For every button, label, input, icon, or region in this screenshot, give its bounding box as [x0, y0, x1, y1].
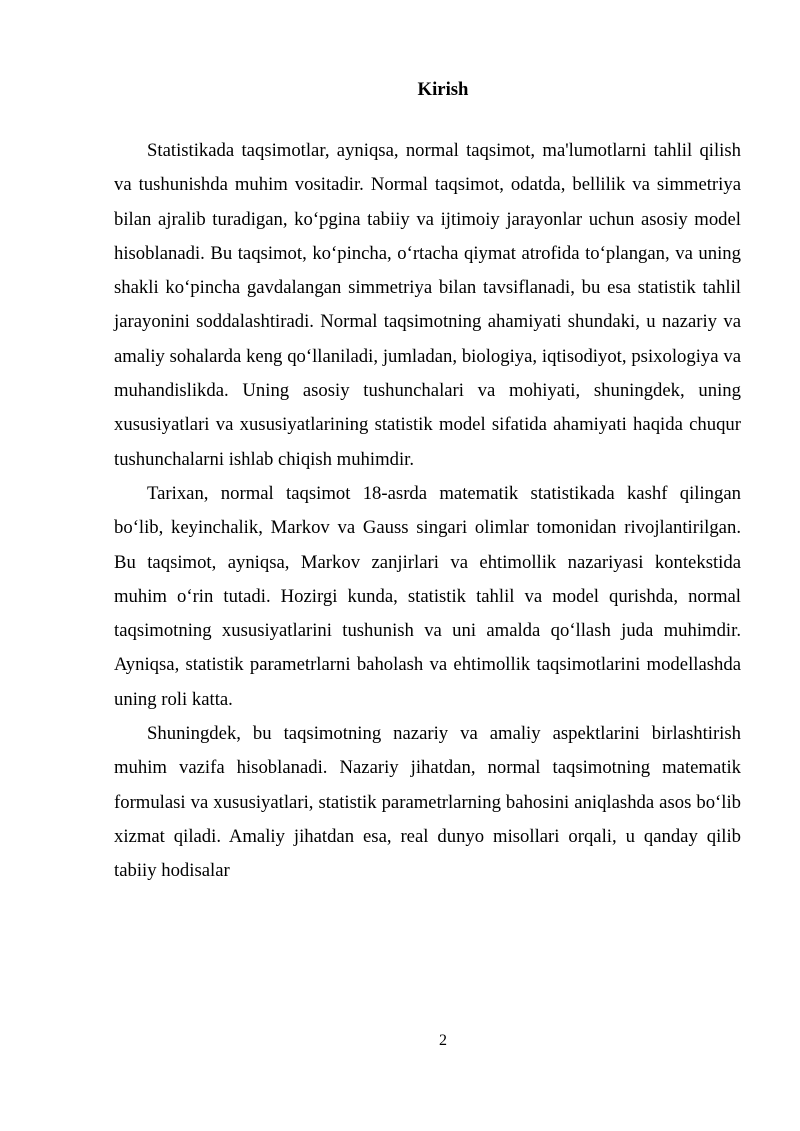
- paragraph-1: Statistikada taqsimotlar, ayniqsa, normal taqsimot, ma'lumotlarni tahlil qilish va tushunishda muhim vositadir. Normal taqsimot, odatda, bellilik va simmetriya bilan ajralib turadigan, koʻpgina tabiiy va ijtimoiy jarayonlar uchun asosiy model hisoblanadi. Bu taqsimot, koʻpincha, oʻrtacha qiymat atrofida toʻplangan, va uning shakli koʻpincha gavdalangan simmetriya bilan tavsiflanadi, bu esa statistik tahlil jarayonini soddalashtiradi. Normal taqsimotning ahamiyati shundaki, u nazariy va amaliy sohalarda keng qoʻllaniladi, jumladan, biologiya, iqtisodiyot, psixologiya va muhandislikda. Uning asosiy tushunchalari va mohiyati, shuningdek, uning xususiyatlari va xususiyatlarining statistik model sifatida ahamiyati haqida chuqur tushunchalarni ishlab chiqish muhimdir.: [114, 140, 741, 470]
- page-title: Kirish: [417, 79, 469, 100]
- paragraph-3: Shuningdek, bu taqsimotning nazariy va amaliy aspektlarini birlashtirish muhim vazifa hisoblanadi. Nazariy jihatdan, normal taqsimotning matematik formulasi va xususiyatlari, statistik parametrlarning bahosini aniqlashda asos boʻlib xizmat qiladi. Amaliy jihatdan esa, real dunyo misollari orqali, u qanday qilib tabiiy hodisalar: [114, 723, 741, 882]
- paragraph-2: Tarixan, normal taqsimot 18-asrda matematik statistikada kashf qilingan boʻlib, keyinchalik, Markov va Gauss singari olimlar tomonidan rivojlantirilgan. Bu taqsimot, ayniqsa, Markov zanjirlari va ehtimollik nazariyasi kontekstida muhim oʻrin tutadi. Hozirgi kunda, statistik tahlil va model qurishda, normal taqsimotning xususiyatlarini tushunish va uni amalda qoʻllash juda muhimdir. Ayniqsa, statistik parametrlarni baholash va ehtimollik taqsimotlarini modellashda uning roli katta.: [114, 482, 741, 710]
- body-text: [114, 134, 741, 889]
- page-number: 2: [439, 1032, 447, 1049]
